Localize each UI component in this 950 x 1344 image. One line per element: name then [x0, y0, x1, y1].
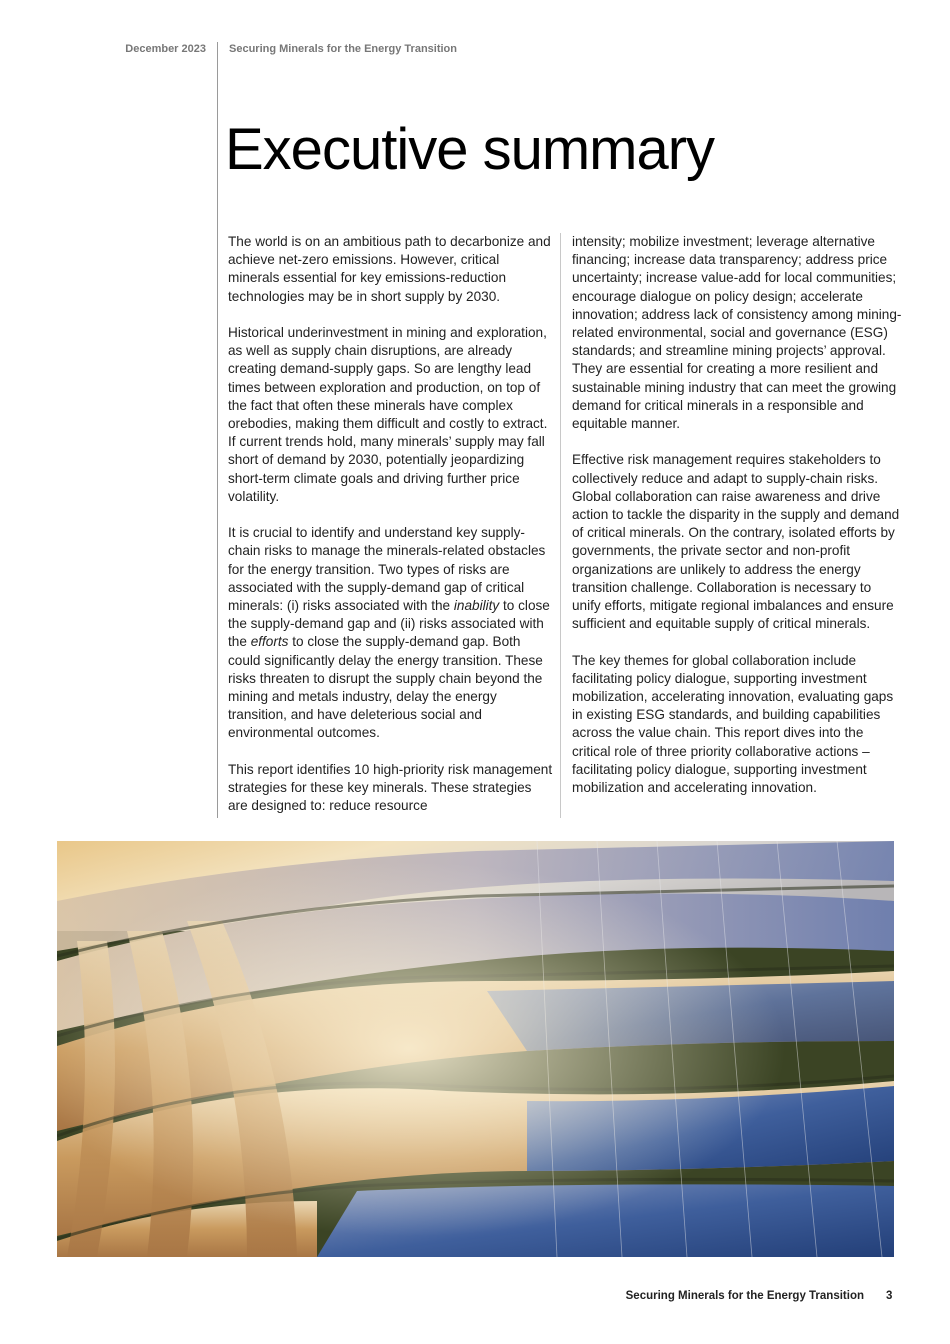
paragraph: This report identifies 10 high-priority risk management strategies for these key minerals. These strategies are designed to: reduce resource — [228, 761, 553, 814]
vertical-divider — [217, 42, 218, 818]
header-date: December 2023 — [125, 43, 206, 55]
paragraph: Historical underinvestment in mining and exploration, as well as supply chain disruptions, are already creating demand-supply gaps. So are lengthy lead times between exploration and production, on top of the fact that often these minerals have complex orebodies, making them difficult and costly to extract. If current trends hold, many minerals’ supply may fall short of demand by 2030, potentially jeopardizing short-term climate goals and driving further price volatility. — [228, 325, 548, 504]
page-title: Executive summary — [225, 117, 715, 182]
paragraph: intensity; mobilize investment; leverage alternative financing; increase data transparency; address price uncertainty; increase value-add for local communities; encourage dialogue on policy design; accelerate innovation; address lack of consistency among mining-related environmental, social and governance (ESG) standards; and streamline mining projects’ approval. They are essential for creating a more resilient and sustainable mining industry that can meet the growing demand for critical minerals in a responsible and equitable manner. — [572, 234, 902, 432]
page-number: 3 — [886, 1290, 893, 1302]
column-divider — [560, 233, 561, 818]
paragraph — [228, 524, 554, 742]
paragraph: The key themes for global collaboration include facilitating policy dialogue, supporting investment mobilization, accelerating innovation, evaluating gaps in existing ESG standards, and building capabilities across the value chain. This report dives into the critical role of three priority collaborative actions – facilitating policy dialogue, supporting investment mobilization and accelerating innovation. — [572, 652, 894, 796]
body-column-left — [228, 233, 554, 834]
solar-farm-photo — [57, 841, 894, 1257]
paragraph: The world is on an ambitious path to decarbonize and achieve net-zero emissions. However, critical minerals essential for key emissions-reduction technologies may be in short supply by 2030. — [228, 234, 551, 304]
emphasis-text: inability — [453, 598, 500, 614]
paragraph: Effective risk management requires stakeholders to collectively reduce and adapt to supply-chain risks. Global collaboration can raise awareness and drive action to tackle the disparity in the supply and demand of critical minerals. On the contrary, isolated efforts by governments, the private sector and non-profit organizations are unlikely to address the energy transition challenge. Collaboration is necessary to unify efforts, mitigate regional imbalances and ensure sufficient and equitable supply of critical minerals. — [572, 452, 900, 632]
emphasis-text: efforts — [250, 634, 289, 650]
paragraph-text: to close the supply-demand gap and (ii) risks associated with the — [228, 598, 550, 650]
paragraph-text: to close the supply-demand gap. Both could significantly delay the energy transition. These risks threaten to disrupt the supply chain beyond the mining and metals industry, delay the energy transition, and have deleterious social and environmental outcomes. — [228, 634, 543, 741]
footer-report-title: Securing Minerals for the Energy Transition — [625, 1290, 864, 1302]
header-report-title: Securing Minerals for the Energy Transition — [229, 43, 457, 55]
body-column-right — [572, 233, 902, 815]
paragraph-text: It is crucial to identify and understand key supply-chain risks to manage the minerals-related obstacles for the energy transition. Two types of risks are associated with the supply-demand gap of critical minerals: (i) risks associated with the — [228, 525, 546, 614]
